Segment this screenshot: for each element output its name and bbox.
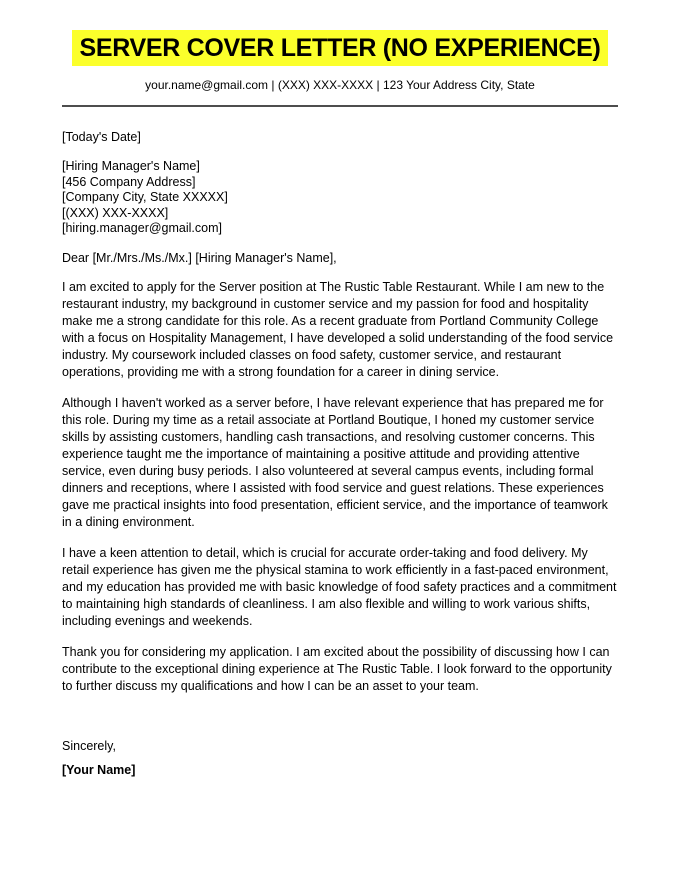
date-line: [Today's Date] bbox=[62, 130, 141, 144]
body-paragraph-intro: I am excited to apply for the Server position at The Rustic Table Restaurant. While I am new to the restaurant industry, my background in customer service and my passion for food and hospitality make me a strong candidate for this role. As a recent graduate from Portland Community College with a focus on Hospitality Management, I have developed a solid understanding of the food service industry. My coursework included classes on food safety, customer service, and restaurant operations, providing me with a strong foundation for a career in dining service. bbox=[62, 279, 614, 379]
recipient-phone-line: [(XXX) XXX-XXXX] bbox=[62, 205, 169, 220]
greeting-line: Dear [Mr./Mrs./Ms./Mx.] [Hiring Manager's Name], bbox=[62, 250, 337, 265]
recipient-address-line: [456 Company Address] bbox=[62, 174, 196, 189]
body-paragraph-thanks: Thank you for considering my application. I am excited about the possibility of discussing how I can contribute to the exceptional dining experience at The Rustic Table. I look forward to the opportunity to further discuss my qualifications and how I can be an asset to your team. bbox=[62, 644, 612, 693]
recipient-name-line: [Hiring Manager's Name] bbox=[62, 159, 200, 173]
divider bbox=[62, 105, 618, 107]
closing-line: Sincerely, bbox=[62, 738, 116, 753]
page-title: SERVER COVER LETTER (NO EXPERIENCE) bbox=[72, 30, 607, 66]
recipient-city-line: [Company City, State XXXXX] bbox=[62, 190, 228, 204]
body-paragraph-skills: I have a keen attention to detail, which is crucial for accurate order-taking and food delivery. My retail experience has given me the physical stamina to work efficiently in a fast-paced environment, and my education has provided me with basic knowledge of food safety practices and a commitment to maintaining high standards of cleanliness. I am also flexible and willing to work various shifts, including evenings and weekends. bbox=[62, 545, 617, 628]
contact-line: your.name@gmail.com | (XXX) XXX-XXXX | 123 Your Address City, State bbox=[145, 78, 535, 92]
body-paragraph-experience: Although I haven't worked as a server before, I have relevant experience that has prepared me for this role. During my time as a retail associate at Portland Boutique, I honed my customer service skills by assisting customers, handling cash transactions, and resolving customer concerns. This experience taught me the importance of maintaining a positive attitude and providing attentive service, even during busy periods. I also volunteered at several campus events, including formal dinners and receptions, where I assisted with food service and guest relations. These experiences gave me practical insights into food presentation, efficient service, and the importance of teamwork in a dining environment. bbox=[62, 395, 608, 529]
recipient-block bbox=[62, 159, 618, 237]
signature-line: [Your Name] bbox=[62, 762, 136, 777]
recipient-email-line: [hiring.manager@gmail.com] bbox=[62, 221, 222, 235]
title-row bbox=[62, 30, 618, 66]
